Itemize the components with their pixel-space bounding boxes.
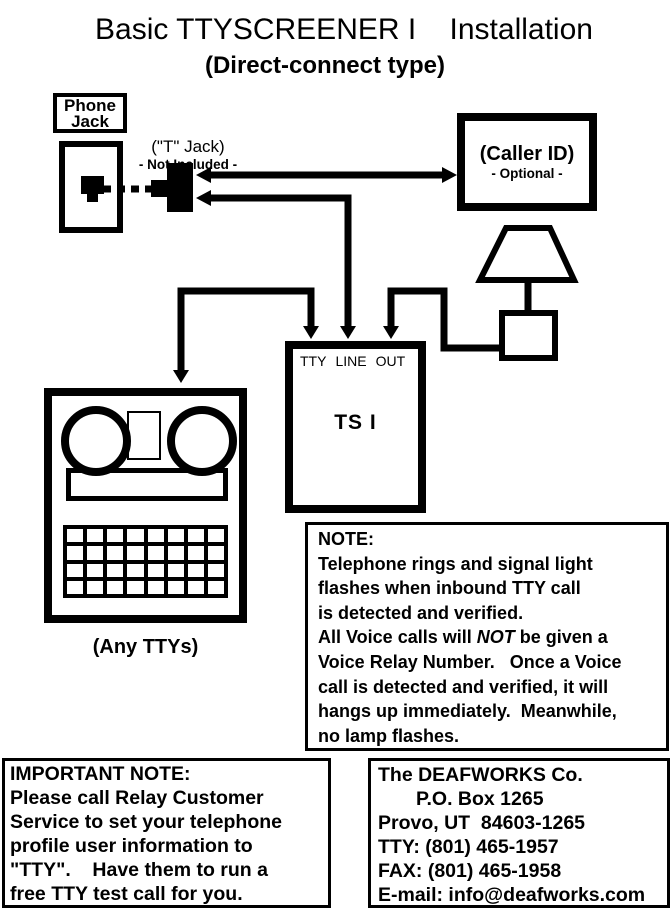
ts1-port-out: OUT <box>375 353 406 369</box>
tty-paper-slot-icon <box>127 411 161 460</box>
note-not-post: be given a <box>514 627 608 648</box>
ts1-port-tty: TTY <box>300 353 327 369</box>
tty-key <box>188 581 204 594</box>
important-note-line: Please call Relay Customer <box>10 787 264 809</box>
contact-city: Provo, UT 84603-1265 <box>378 812 586 834</box>
tty-keyboard <box>63 525 228 598</box>
important-note-heading: IMPORTANT NOTE: <box>10 763 191 785</box>
caller-id-label: (Caller ID) <box>479 143 575 165</box>
phone-jack-label-box <box>53 93 127 133</box>
lamp-base <box>499 310 558 361</box>
tty-key <box>67 581 83 594</box>
note-line: Voice Relay Number. Once a Voice <box>318 651 622 672</box>
acoustic-cup-right-icon <box>167 406 237 476</box>
tty-key <box>127 546 143 559</box>
tty-key <box>87 564 103 577</box>
note-line: flashes when inbound TTY call <box>318 578 581 599</box>
tty-key <box>67 529 83 542</box>
tty-key <box>208 546 224 559</box>
tty-key <box>148 546 164 559</box>
note-not-emphasis: NOT <box>476 627 515 648</box>
note-not-pre: All Voice calls will <box>318 627 477 648</box>
tty-device <box>44 388 247 623</box>
note-line: Telephone rings and signal light <box>318 553 593 574</box>
wire-lamp-to-ts1-out-port <box>383 291 499 348</box>
caller-id-optional-note: - Optional - <box>491 166 563 181</box>
tty-key <box>168 581 184 594</box>
caller-id-box <box>457 113 597 211</box>
t-jack-not-included-note: - Not Included - <box>138 157 238 172</box>
acoustic-cup-left-icon <box>61 406 131 476</box>
t-jack-label: ("T" Jack) <box>151 137 225 156</box>
tty-key <box>148 581 164 594</box>
tty-key <box>67 546 83 559</box>
tty-key <box>127 564 143 577</box>
contact-company: The DEAFWORKS Co. <box>378 764 583 786</box>
contact-info-box <box>368 758 670 908</box>
phone-jack-wallplate <box>59 141 123 233</box>
tty-key <box>208 529 224 542</box>
important-note-box <box>2 758 331 908</box>
important-note-line: profile user information to <box>10 835 253 857</box>
phone-jack-label-line1: Phone <box>64 96 116 115</box>
note-line: is detected and verified. <box>318 602 524 623</box>
contact-fax-number: FAX: (801) 465-1958 <box>378 860 562 882</box>
ts1-unit-label: TS I <box>334 411 377 434</box>
note-line-with-emphasis <box>318 625 666 650</box>
tty-key <box>67 564 83 577</box>
wire-tjack-to-ts1-line-port <box>196 190 356 339</box>
important-note-line: Service to set your telephone <box>10 811 283 833</box>
tty-key <box>208 564 224 577</box>
tty-key <box>107 564 123 577</box>
tty-key <box>168 529 184 542</box>
ts1-ports-row <box>293 349 418 369</box>
important-note-line: "TTY". Have them to run a <box>10 859 268 881</box>
tty-key <box>168 564 184 577</box>
tty-key <box>188 564 204 577</box>
tty-caption: (Any TTYs) <box>92 636 199 658</box>
page-subtitle: (Direct-connect type) <box>204 52 446 79</box>
tty-key <box>188 546 204 559</box>
tty-key <box>107 546 123 559</box>
ts1-unit-box <box>285 341 426 513</box>
note-box <box>305 522 669 751</box>
ts1-port-line: LINE <box>335 353 367 369</box>
note-line: hangs up immediately. Meanwhile, <box>318 701 617 722</box>
tty-key <box>87 546 103 559</box>
tty-key <box>148 529 164 542</box>
signal-lamp-icon <box>480 228 574 313</box>
contact-tty-number: TTY: (801) 465-1957 <box>378 836 559 858</box>
tty-key <box>127 581 143 594</box>
important-note-line: free TTY test call for you. <box>10 883 243 905</box>
phone-jack-label-line2: Jack <box>71 112 109 131</box>
note-heading: NOTE: <box>318 529 374 549</box>
tty-key <box>188 529 204 542</box>
contact-email: E-mail: info@deafworks.com <box>378 884 646 906</box>
tty-key <box>148 564 164 577</box>
tty-key <box>87 529 103 542</box>
note-line: no lamp flashes. <box>318 725 460 746</box>
tty-key <box>107 529 123 542</box>
tty-display-icon <box>66 468 228 501</box>
tty-key <box>127 529 143 542</box>
tty-key <box>208 581 224 594</box>
note-line: call is detected and verified, it will <box>318 676 609 697</box>
tty-key <box>168 546 184 559</box>
contact-po-box: P.O. Box 1265 <box>416 788 544 810</box>
page-title: Basic TTYSCREENER I Installation <box>95 13 593 46</box>
tty-key <box>87 581 103 594</box>
tty-key <box>107 581 123 594</box>
